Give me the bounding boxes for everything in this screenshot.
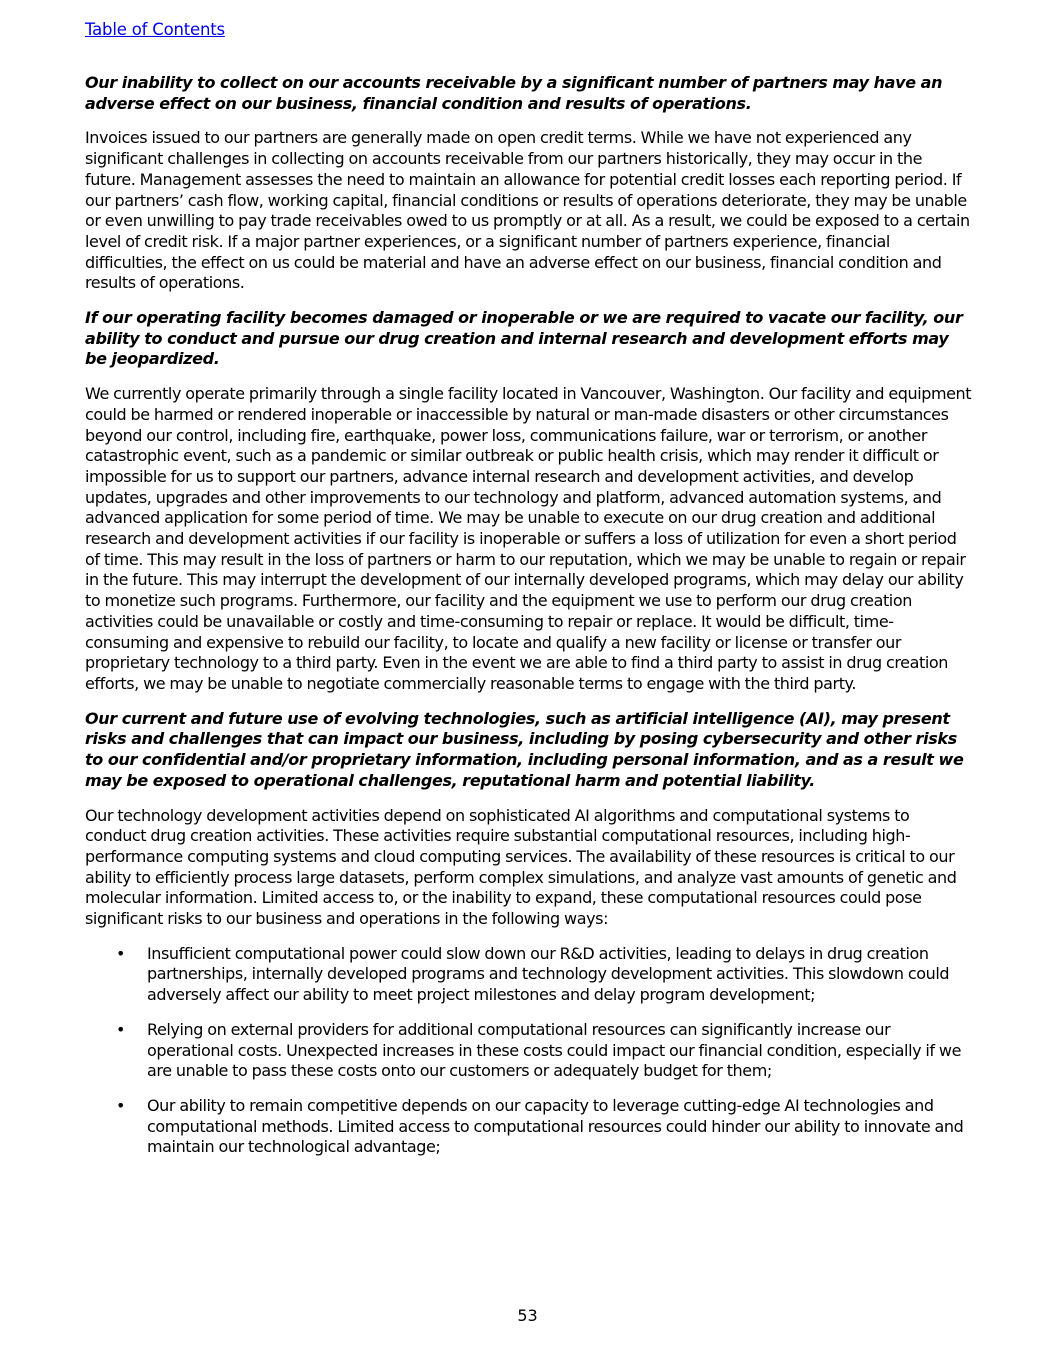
bullet-text: Insufficient computational power could slow down our R&D activities, leading to delays in drug creation partnerships, internally developed programs and technology development activities. This slowdown could adversely affect our ability to meet project milestones and delay program development; — [147, 943, 950, 1005]
document-body — [85, 73, 973, 1172]
bullet-list — [85, 944, 973, 1158]
section-1-paragraph: Invoices issued to our partners are generally made on open credit terms. While we have not experienced any significant challenges in collecting on accounts receivable from our partners historically, they may occur in the future. Management assesses the need to maintain an allowance for potential credit losses each reporting period. If our partners’ cash flow, working capital, financial conditions or results of operations deteriorate, they may be unable or even unwilling to pay trade receivables owed to us promptly or at all. As a result, we could be exposed to a certain level of credit risk. If a major partner experiences, or a significant number of partners experience, financial difficulties, the effect on us could be material and have an adverse effect on our business, financial condition and results of operations. — [85, 128, 970, 293]
bullet-mark: • — [116, 1019, 126, 1039]
table-of-contents-link[interactable]: Table of Contents — [85, 20, 225, 39]
bullet-item — [85, 944, 973, 1006]
bullet-text: Relying on external providers for additional computational resources can significantly increase our operational costs. Unexpected increases in these costs could impact our financial condition, especially if we are unable to pass these costs onto our customers or adequately budget for them; — [147, 1019, 962, 1081]
bullet-item — [85, 1020, 973, 1082]
section-1-heading: Our inability to collect on our accounts receivable by a significant number of partners may have an adverse effect on our business, financial condition and results of operations. — [85, 73, 943, 113]
page-number: 53 — [517, 1306, 538, 1325]
bullet-text: Our ability to remain competitive depends on our capacity to leverage cutting-edge AI technologies and computational methods. Limited access to computational resources could hinder our ability to innovate and maintain our technological advantage; — [147, 1095, 964, 1157]
bullet-mark: • — [116, 1095, 126, 1115]
section-2-heading: If our operating facility becomes damaged or inoperable or we are required to vacate our facility, our ability to conduct and pursue our drug creation and internal research and development efforts may be jeopardized. — [85, 308, 963, 369]
section-2-paragraph: We currently operate primarily through a single facility located in Vancouver, Washington. Our facility and equipment could be harmed or rendered inoperable or inaccessible by natural or man-made disasters or other circumstances beyond our control, including fire, earthquake, power loss, communications failure, war or terrorism, or another catastrophic event, such as a pandemic or similar outbreak or public health crisis, which may render it difficult or impossible for us to support our partners, advance internal research and development activities, and develop updates, upgrades and other improvements to our technology and platform, advanced automation systems, and advanced application for some period of time. We may be unable to execute on our drug creation and additional research and development activities if our facility is inoperable or suffers a loss of utilization for even a short period of time. This may result in the loss of partners or harm to our reputation, which we may be unable to regain or repair in the future. This may interrupt the development of our internally developed programs, which may delay our ability to monetize such programs. Furthermore, our facility and the equipment we use to perform our drug creation activities could be unavailable or costly and time-consuming to repair or replace. It would be difficult, time-consuming and expensive to rebuild our facility, to locate and qualify a new facility or license or transfer our proprietary technology to a third party. Even in the event we are able to find a third party to assist in drug creation efforts, we may be unable to negotiate commercially reasonable terms to engage with the third party. — [85, 384, 972, 693]
bullet-mark: • — [116, 943, 126, 963]
section-3-paragraph: Our technology development activities depend on sophisticated AI algorithms and computational systems to conduct drug creation activities. These activities require substantial computational resources, including high-performance computing systems and cloud computing services. The availability of these resources is critical to our ability to efficiently process large datasets, perform complex simulations, and analyze vast amounts of genetic and molecular information. Limited access to, or the inability to expand, these computational resources could pose significant risks to our business and operations in the following ways: — [85, 805, 957, 929]
bullet-item — [85, 1096, 973, 1158]
section-3-heading: Our current and future use of evolving technologies, such as artificial intelligence (AI), may present risks and challenges that can impact our business, including by posing cybersecurity and other risks to our confidential and/or proprietary information, including personal information, and as a result we may be exposed to operational challenges, reputational harm and potential liability. — [85, 708, 964, 790]
